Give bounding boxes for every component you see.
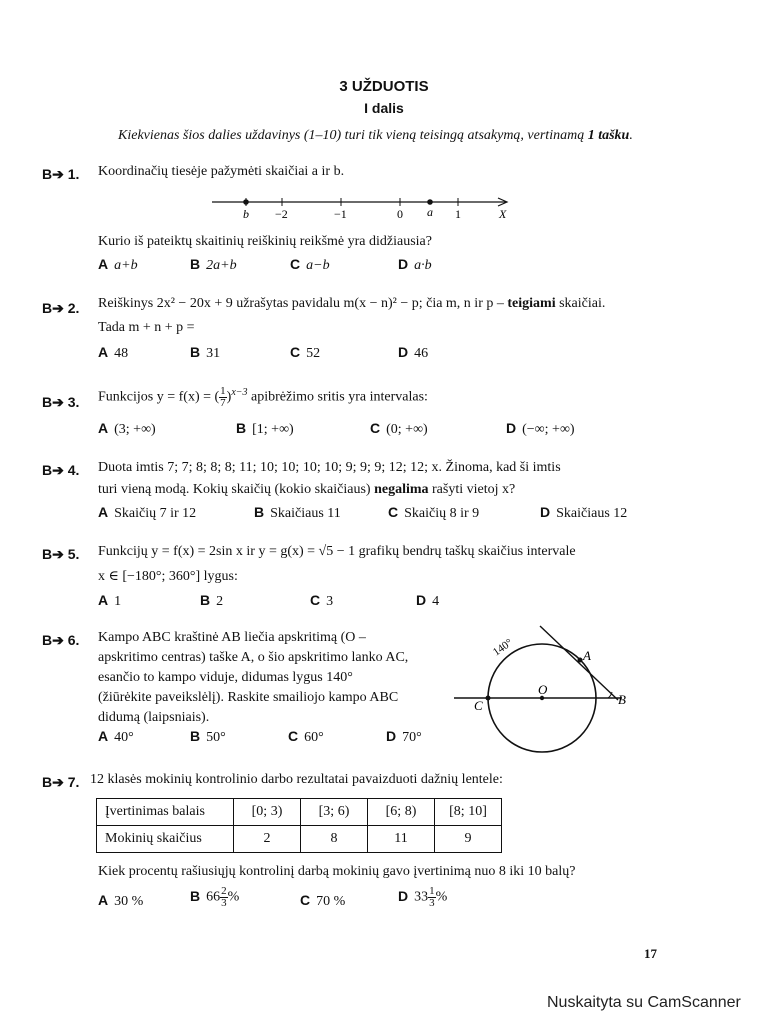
label-c: C xyxy=(474,698,483,713)
q7-option-b[interactable]: B 66 $\frac{2}{3}$ % xyxy=(190,885,240,909)
q4-text2: turi vieną modą. Kokių skaičių (kokio skaičiaus) negalima rašyti vietoj x? xyxy=(98,482,516,497)
q7-number: B➔ 7. xyxy=(42,774,80,790)
q2-option-d[interactable]: D 46 xyxy=(398,344,429,361)
q4-text1: Duota imtis 7; 7; 8; 8; 8; 11; 10; 10; 10; 10; 9; 9; 9; 12; 12; x. Žinoma, kad ši imtis xyxy=(98,460,561,475)
q4-option-c[interactable]: C Skaičių 8 ir 9 xyxy=(388,504,480,521)
q6-number: B➔ 6. xyxy=(42,632,80,648)
label-1: 1 xyxy=(455,207,461,221)
q3-option-c[interactable]: C (0; +∞) xyxy=(370,420,428,437)
q4-number: B➔ 4. xyxy=(42,462,80,478)
q2-option-c[interactable]: C 52 xyxy=(290,344,321,361)
q5-option-c[interactable]: C 3 xyxy=(310,592,334,609)
circle-figure xyxy=(450,620,640,760)
point-a xyxy=(578,658,583,663)
q4-option-a[interactable]: A Skaičių 7 ir 12 xyxy=(98,504,197,521)
table-cell: [3; 6) xyxy=(301,799,368,826)
q5-option-b[interactable]: B 2 xyxy=(200,592,224,609)
q6-line-3: esančio to kampo viduje, didumas lygus 140° xyxy=(98,670,353,685)
label-neg1: −1 xyxy=(334,207,347,221)
arc-label: 140° xyxy=(490,636,515,659)
q1-text: Koordinačių tiesėje pažymėti skaičiai a ir b. xyxy=(98,164,345,179)
label-0: 0 xyxy=(397,207,403,221)
q7-option-d[interactable]: D 33 $\frac{1}{3}$ % xyxy=(398,885,448,909)
q2-option-a[interactable]: A 48 xyxy=(98,344,129,361)
table-cell: [8; 10] xyxy=(435,799,502,826)
q2-text: Reiškinys 2x² − 20x + 9 užrašytas pavidalu m(x − n)² − p; čia m, n ir p – teigiami skaičiai. xyxy=(98,296,606,311)
q6-line-2: apskritimo centras) taške A, o šio apskritimo lanko AC, xyxy=(98,650,409,665)
q5-text2: x ∈ [−180°; 360°] lygus: xyxy=(98,569,238,584)
table-row xyxy=(97,799,502,826)
point-a xyxy=(427,199,433,205)
q2-option-b[interactable]: B 31 xyxy=(190,344,221,361)
q7-text: 12 klasės mokinių kontrolinio darbo rezultatai pavaizduoti dažnių lentele: xyxy=(90,772,503,787)
instruction: Kiekvienas šios dalies uždavinys (1–10) turi tik vieną teisingą atsakymą, vertinamą 1 tašku. xyxy=(118,128,633,143)
q3-text: Funkcijos y = f(x) = ( $\frac{1}{7}$ )$^{x-3}$ apibrėžimo sritis yra intervalas: xyxy=(98,385,428,409)
table-cell: 11 xyxy=(368,826,435,853)
q3-number: B➔ 3. xyxy=(42,394,80,410)
page-subtitle: I dalis xyxy=(364,100,404,116)
table-cell: 9 xyxy=(435,826,502,853)
table-cell: 8 xyxy=(301,826,368,853)
q1-option-a[interactable]: A a+b xyxy=(98,256,138,273)
table-header-cell: Įvertinimas balais xyxy=(97,799,234,826)
q4-option-b[interactable]: B Skaičiaus 11 xyxy=(254,504,341,521)
frequency-table xyxy=(96,798,502,853)
q1-option-d[interactable]: D a·b xyxy=(398,256,432,273)
point-c xyxy=(486,696,491,701)
q6-option-b[interactable]: B 50° xyxy=(190,728,226,745)
tangent-line xyxy=(540,626,618,700)
q7-option-c[interactable]: C 70 % xyxy=(300,892,346,909)
label-a: A xyxy=(583,648,591,663)
q5-option-a[interactable]: A 1 xyxy=(98,592,122,609)
label-o: O xyxy=(538,682,548,697)
q3-option-b[interactable]: B [1; +∞) xyxy=(236,420,294,437)
q7-option-a[interactable]: A 30 % xyxy=(98,892,144,909)
q5-text1: Funkcijų y = f(x) = 2sin x ir y = g(x) = √5 − 1 grafikų bendrų taškų skaičius intervale xyxy=(98,544,576,559)
label-b: b xyxy=(243,207,249,221)
q6-line-5: didumą (laipsniais). xyxy=(98,710,210,725)
q6-option-c[interactable]: C 60° xyxy=(288,728,324,745)
q2-number: B➔ 2. xyxy=(42,300,80,316)
label-neg2: −2 xyxy=(275,207,288,221)
q2-text2: Tada m + n + p = xyxy=(98,320,195,335)
q6-line-4: (žiūrėkite paveikslėlį). Raskite smailiojo kampo ABC xyxy=(98,690,399,705)
q3-option-a[interactable]: A (3; +∞) xyxy=(98,420,156,437)
q6-option-a[interactable]: A 40° xyxy=(98,728,134,745)
q3-option-d[interactable]: D (−∞; +∞) xyxy=(506,420,575,437)
q1-option-c[interactable]: C a−b xyxy=(290,256,330,273)
q3-fraction: $\frac{1}{7}$ xyxy=(220,385,226,409)
table-cell: [0; 3) xyxy=(234,799,301,826)
q6-line-1: Kampo ABC kraštinė AB liečia apskritimą (O – xyxy=(98,630,366,645)
page-number: 17 xyxy=(644,946,657,961)
q6-option-d[interactable]: D 70° xyxy=(386,728,422,745)
table-row xyxy=(97,826,502,853)
q7-question: Kiek procentų rašiusiųjų kontrolinį darbą mokinių gavo įvertinimą nuo 8 iki 10 balų? xyxy=(98,864,576,879)
q5-number: B➔ 5. xyxy=(42,546,80,562)
label-a: a xyxy=(427,205,433,219)
table-cell: [6; 8) xyxy=(368,799,435,826)
q4-option-d[interactable]: D Skaičiaus 12 xyxy=(540,504,628,521)
point-b xyxy=(243,199,249,205)
scanner-footer: Nuskaityta su CamScanner xyxy=(547,994,741,1011)
table-header-cell: Mokinių skaičius xyxy=(97,826,234,853)
q1-question: Kurio iš pateiktų skaitinių reiškinių reikšmė yra didžiausia? xyxy=(98,234,432,249)
q1-option-b[interactable]: B 2a+b xyxy=(190,256,237,273)
table-cell: 2 xyxy=(234,826,301,853)
q1-number: B➔ 1. xyxy=(42,166,80,182)
page-title: 3 UŽDUOTIS xyxy=(339,78,429,95)
label-x: X xyxy=(499,207,507,221)
label-b: B xyxy=(618,692,626,707)
number-line xyxy=(210,192,520,224)
q5-option-d[interactable]: D 4 xyxy=(416,592,440,609)
